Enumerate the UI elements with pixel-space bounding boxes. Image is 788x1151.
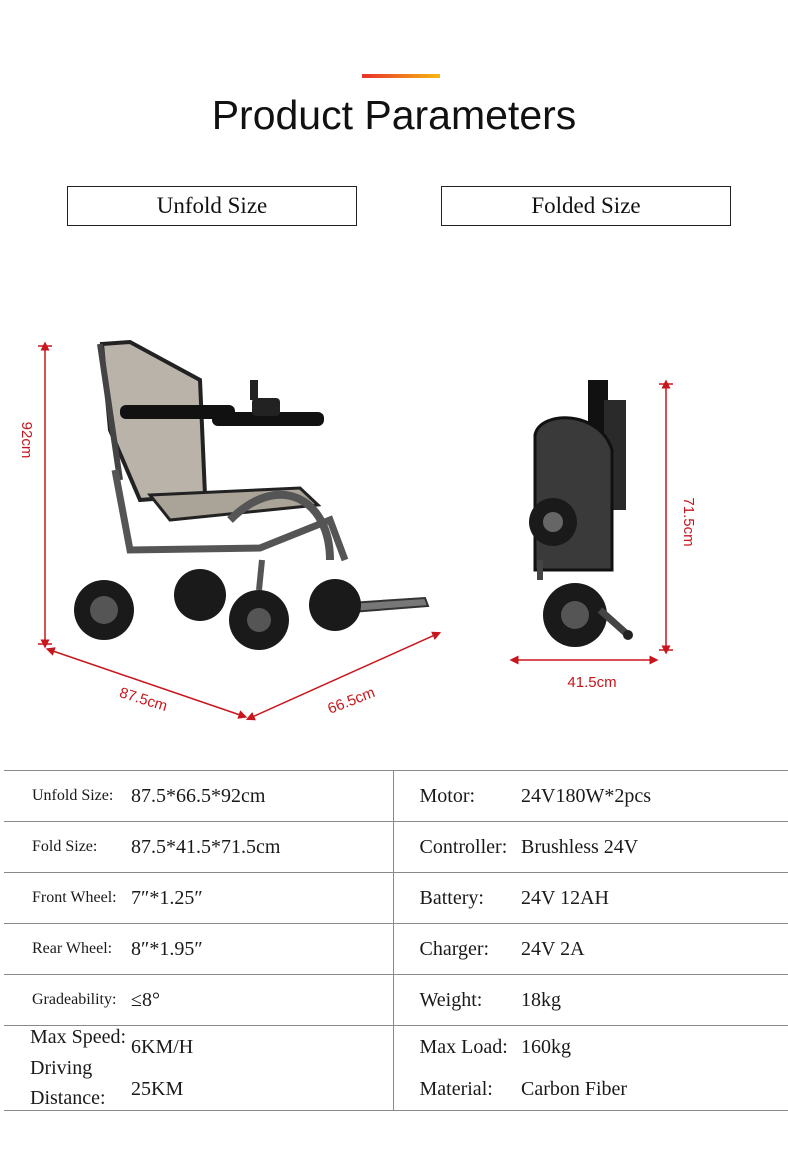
- unfolded-wheelchair-image: [74, 342, 428, 650]
- table-row: [4, 1026, 788, 1111]
- table-row: [4, 924, 788, 975]
- spec-label: Max Speed:: [30, 1026, 127, 1048]
- spec-value: 7″*1.25″: [131, 873, 393, 924]
- table-row: [4, 771, 788, 822]
- spec-value: 18kg: [521, 975, 788, 1026]
- spec-value: 24V 12AH: [521, 873, 788, 924]
- spec-label: Battery:: [393, 873, 521, 924]
- spec-label: Max Load:: [419, 1035, 508, 1058]
- spec-value: 24V180W*2pcs: [521, 771, 788, 822]
- spec-value: 87.5*41.5*71.5cm: [131, 822, 393, 873]
- folded-width-label: 41.5cm: [567, 674, 617, 691]
- spec-value: 6KM/H: [131, 1035, 194, 1058]
- spec-label: Charger:: [393, 924, 521, 975]
- spec-label: Weight:: [393, 975, 521, 1026]
- unfold-width-label: 66.5cm: [325, 684, 378, 718]
- spec-label: Material:: [419, 1077, 493, 1100]
- unfold-length-label: 87.5cm: [117, 684, 170, 716]
- table-row: [4, 975, 788, 1026]
- folded-height-label: 71.5cm: [680, 497, 697, 547]
- spec-label: Controller:: [393, 822, 521, 873]
- unfold-height-label: 92cm: [18, 421, 35, 459]
- table-row: [4, 822, 788, 873]
- table-row: [4, 873, 788, 924]
- spec-label: Unfold Size:: [4, 771, 131, 822]
- spec-value: 8″*1.95″: [131, 924, 393, 975]
- spec-table: [4, 770, 788, 1111]
- spec-label: Driving: [30, 1056, 93, 1079]
- spec-value: Brushless 24V: [521, 822, 788, 873]
- unfold-size-label: Unfold Size: [67, 186, 357, 226]
- spec-label: Front Wheel:: [4, 873, 131, 924]
- spec-value: 24V 2A: [521, 924, 788, 975]
- spec-label: Rear Wheel:: [4, 924, 131, 975]
- spec-value: ≤8°: [131, 975, 393, 1026]
- spec-value: 160kg: [521, 1035, 571, 1058]
- spec-value: Carbon Fiber: [521, 1077, 628, 1100]
- spec-label: Fold Size:: [4, 822, 131, 873]
- folded-wheelchair-image: [529, 380, 633, 647]
- page-title: Product Parameters: [211, 92, 577, 138]
- spec-value: 25KM: [131, 1077, 184, 1100]
- spec-value: 87.5*66.5*92cm: [131, 771, 393, 822]
- spec-label: Gradeability:: [4, 975, 131, 1026]
- spec-label: Distance:: [30, 1087, 106, 1109]
- spec-label: Motor:: [393, 771, 521, 822]
- folded-size-label: Folded Size: [441, 186, 731, 226]
